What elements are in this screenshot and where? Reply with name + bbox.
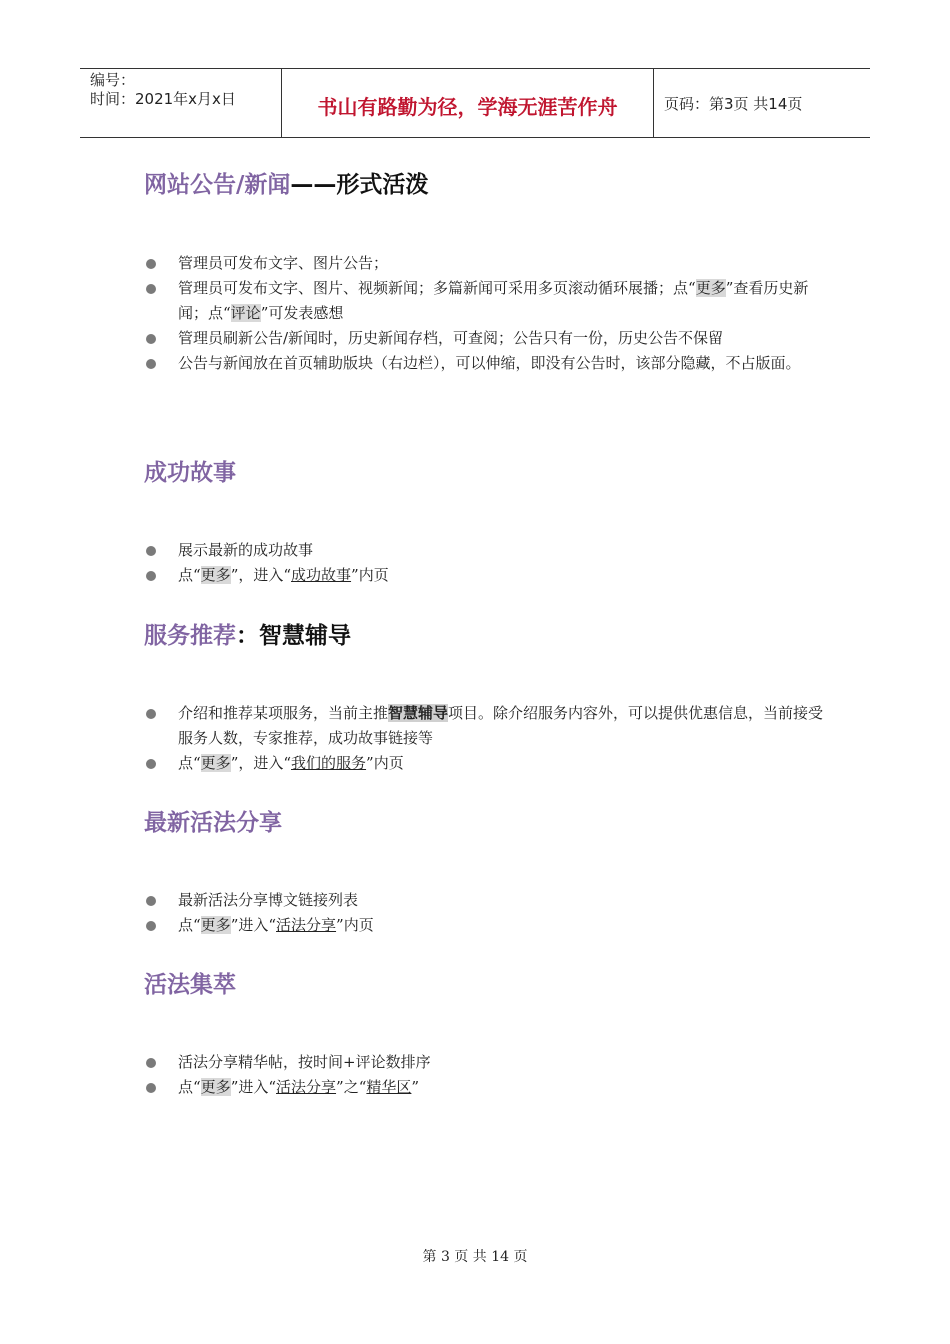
bullet-icon: [146, 571, 156, 581]
item-text: ”内页: [351, 566, 389, 584]
item-text: 管理员可发布文字、图片、视频新闻；多篇新闻可采用多页滚动循环展播；点“: [178, 279, 696, 297]
item-text: 项目。除介绍服务内容外，可以提供优惠信息，当前接受服务人数，专家推荐，成功故事链接等: [178, 704, 824, 747]
section-success-stories-list: [144, 538, 824, 588]
link-text[interactable]: 精华区: [366, 1078, 412, 1096]
section-collection: [144, 970, 824, 1000]
item-text: 管理员刷新公告/新闻时，历史新闻存档，可查阅；公告只有一份，历史公告不保留: [178, 329, 724, 347]
header-meta: [80, 69, 282, 137]
item-text: 点“: [178, 754, 201, 772]
list-item: [144, 913, 824, 938]
list-item: [144, 1075, 824, 1100]
item-text: ”: [411, 1078, 420, 1096]
bullet-icon: [146, 334, 156, 344]
item-text: 管理员可发布文字、图片公告；: [178, 254, 389, 272]
highlighted-text: 更多: [200, 1078, 231, 1096]
section-success-stories: [144, 458, 824, 488]
item-text: ”内页: [336, 916, 374, 934]
list-item: [144, 888, 824, 913]
item-text: 展示最新的成功故事: [178, 541, 314, 559]
bullet-icon: [146, 921, 156, 931]
header-page-info: 页码：第3页 共14页: [664, 94, 803, 113]
list-item: [144, 701, 824, 751]
item-text: 公告与新闻放在首页辅助版块（右边栏），可以伸缩，即没有公告时，该部分隐藏，不占版面。: [178, 354, 801, 372]
section-service-list: [144, 701, 824, 776]
item-text: 点“: [178, 1078, 201, 1096]
highlighted-text: 智慧辅导: [388, 704, 449, 722]
item-text: ”之“: [336, 1078, 367, 1096]
highlighted-text: 更多: [200, 566, 231, 584]
link-text[interactable]: 活法分享: [276, 1078, 337, 1096]
section-title: 成功故事: [144, 460, 236, 486]
list-item: [144, 326, 824, 351]
highlighted-text: 评论: [230, 304, 261, 322]
item-text: 点“: [178, 916, 201, 934]
bullet-icon: [146, 1058, 156, 1068]
list-item: [144, 1050, 824, 1075]
section-latest-sharing-list: [144, 888, 824, 938]
item-text: ”进入“: [230, 1078, 277, 1096]
section-collection-list: [144, 1050, 824, 1100]
section-service: [144, 621, 824, 651]
section-news-list: [144, 251, 824, 376]
item-text: 活法分享精华帖，按时间+评论数排序: [178, 1053, 431, 1071]
highlighted-text: 更多: [695, 279, 726, 297]
link-text[interactable]: 成功故事: [291, 566, 352, 584]
bullet-icon: [146, 1083, 156, 1093]
section-title: 活法集萃: [144, 972, 236, 998]
bullet-icon: [146, 759, 156, 769]
item-text: ”进入“: [230, 916, 277, 934]
bullet-icon: [146, 359, 156, 369]
link-text[interactable]: 活法分享: [276, 916, 337, 934]
highlighted-text: 更多: [200, 754, 231, 772]
number-label: 编号：: [90, 71, 136, 89]
time-label: 时间：2021年x月x日: [90, 90, 236, 108]
bullet-icon: [146, 896, 156, 906]
section-title: 网站公告/新闻——形式活泼: [144, 172, 429, 198]
list-item: [144, 563, 824, 588]
section-latest-sharing: [144, 808, 824, 838]
link-text[interactable]: 我们的服务: [291, 754, 367, 772]
list-item: [144, 751, 824, 776]
bullet-icon: [146, 284, 156, 294]
section-title: 最新活法分享: [144, 810, 282, 836]
list-item: [144, 276, 824, 326]
item-text: 点“: [178, 566, 201, 584]
header-motto: 书山有路勤为径，学海无涯苦作舟: [282, 69, 654, 137]
list-item: [144, 351, 824, 376]
item-text: ”查看历史新闻；点“: [178, 279, 809, 322]
page-footer: 第 3 页 共 14 页: [422, 1249, 528, 1265]
item-text: ”可发表感想: [260, 304, 344, 322]
bullet-icon: [146, 709, 156, 719]
section-title: 服务推荐：智慧辅导: [144, 623, 351, 649]
item-text: 介绍和推荐某项服务，当前主推: [178, 704, 389, 722]
highlighted-text: 更多: [200, 916, 231, 934]
section-news: [144, 170, 824, 200]
list-item: [144, 251, 824, 276]
bullet-icon: [146, 546, 156, 556]
item-text: ”内页: [366, 754, 404, 772]
item-text: ”，进入“: [230, 754, 292, 772]
list-item: [144, 538, 824, 563]
item-text: ”，进入“: [230, 566, 292, 584]
item-text: 最新活法分享博文链接列表: [178, 891, 359, 909]
bullet-icon: [146, 259, 156, 269]
page-header: [80, 68, 870, 138]
